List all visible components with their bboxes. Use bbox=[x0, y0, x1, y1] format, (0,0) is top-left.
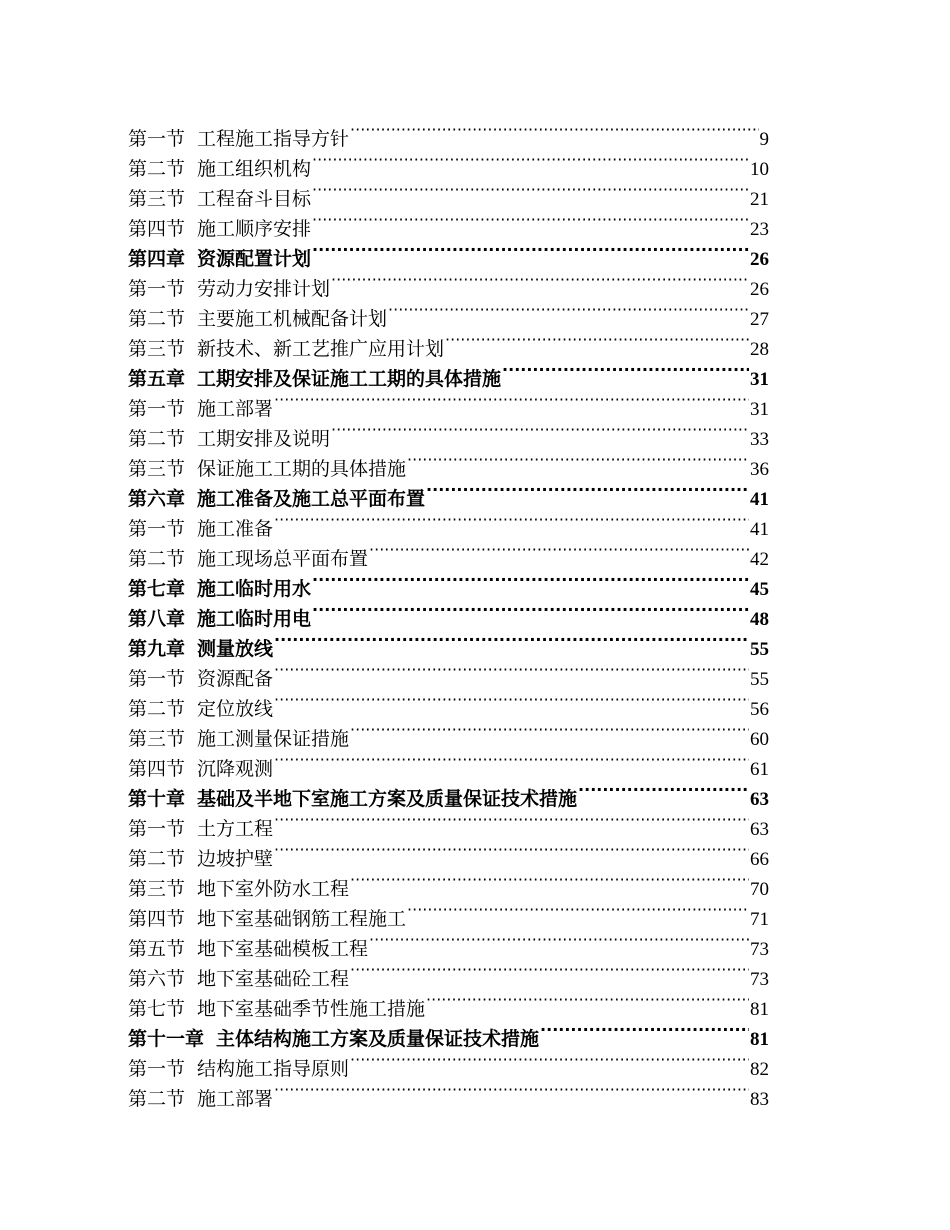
toc-page-number: 21 bbox=[750, 189, 769, 210]
toc-entry-number: 第六节 bbox=[128, 968, 186, 990]
toc-entry-title: 施工测量保证措施 bbox=[197, 728, 350, 750]
toc-page-number: 55 bbox=[750, 639, 769, 660]
toc-page-number: 55 bbox=[750, 669, 769, 690]
toc-entry-number: 第二节 bbox=[128, 1088, 186, 1110]
toc-entry-title: 基础及半地下室施工方案及质量保证技术措施 bbox=[197, 788, 578, 810]
toc-entry-number: 第三节 bbox=[128, 728, 186, 750]
toc-dot-leader bbox=[350, 955, 749, 985]
toc-dot-leader bbox=[502, 355, 749, 385]
toc-page-number: 28 bbox=[750, 339, 769, 360]
toc-entry-number: 第一节 bbox=[128, 518, 186, 540]
toc-entry-number: 第一节 bbox=[128, 398, 186, 420]
toc-page-number: 33 bbox=[750, 429, 769, 450]
toc-entry-title: 保证施工工期的具体措施 bbox=[197, 458, 407, 480]
toc-section-entry[interactable] bbox=[128, 115, 769, 150]
toc-entry-number: 第四章 bbox=[128, 248, 186, 270]
toc-entry-title: 施工部署 bbox=[197, 398, 274, 420]
toc-dot-leader bbox=[274, 505, 749, 535]
toc-entry-title: 施工准备 bbox=[197, 518, 274, 540]
toc-entry-label bbox=[128, 874, 349, 904]
toc-entry-number: 第三节 bbox=[128, 188, 186, 210]
toc-entry-label bbox=[128, 964, 349, 994]
toc-entry-title: 施工部署 bbox=[197, 1088, 274, 1110]
toc-dot-leader bbox=[274, 745, 749, 775]
toc-dot-leader bbox=[350, 865, 749, 895]
toc-entry-title: 结构施工指导原则 bbox=[197, 1058, 350, 1080]
toc-entry-number: 第三节 bbox=[128, 878, 186, 900]
toc-dot-leader bbox=[312, 235, 749, 265]
toc-entry-label bbox=[128, 754, 273, 784]
toc-dot-leader bbox=[388, 295, 749, 325]
toc-page-number: 26 bbox=[750, 279, 769, 300]
toc-dot-leader bbox=[312, 205, 749, 235]
toc-entry-title: 施工临时用水 bbox=[197, 578, 312, 600]
toc-entry-label bbox=[128, 424, 330, 454]
toc-entry-title: 施工临时用电 bbox=[197, 608, 312, 630]
toc-page-number: 9 bbox=[759, 129, 769, 150]
toc-page-number: 31 bbox=[750, 369, 769, 390]
toc-dot-leader bbox=[369, 535, 749, 565]
toc-page-number: 81 bbox=[750, 1029, 769, 1050]
toc-page-number: 63 bbox=[750, 789, 769, 810]
toc-dot-leader bbox=[274, 385, 749, 415]
toc-entry-title: 沉降观测 bbox=[197, 758, 274, 780]
toc-entry-title: 资源配置计划 bbox=[197, 248, 312, 270]
toc-entry-label bbox=[128, 244, 311, 274]
toc-dot-leader bbox=[274, 1075, 749, 1105]
toc-entry-label bbox=[128, 904, 406, 934]
toc-entry-title: 地下室基础模板工程 bbox=[197, 938, 369, 960]
toc-entry-number: 第四节 bbox=[128, 758, 186, 780]
toc-entry-number: 第七节 bbox=[128, 998, 186, 1020]
toc-entry-number: 第一节 bbox=[128, 128, 186, 150]
toc-page-number: 83 bbox=[750, 1089, 769, 1110]
toc-entry-title: 资源配备 bbox=[197, 668, 274, 690]
toc-dot-leader bbox=[331, 265, 749, 295]
toc-dot-leader bbox=[350, 1045, 749, 1075]
toc-entry-title: 主要施工机械配备计划 bbox=[197, 308, 388, 330]
toc-page-number: 61 bbox=[750, 759, 769, 780]
toc-dot-leader bbox=[540, 1015, 749, 1045]
toc-entry-title: 地下室基础砼工程 bbox=[197, 968, 350, 990]
toc-entry-title: 边坡护壁 bbox=[197, 848, 274, 870]
toc-page-number: 31 bbox=[750, 399, 769, 420]
toc-entry-title: 新技术、新工艺推广应用计划 bbox=[197, 338, 445, 360]
toc-dot-leader bbox=[312, 175, 749, 205]
toc-page-number: 41 bbox=[750, 489, 769, 510]
toc-page-number: 42 bbox=[750, 549, 769, 570]
toc-entry-label bbox=[128, 214, 311, 244]
toc-dot-leader bbox=[407, 895, 749, 925]
toc-page-number: 27 bbox=[750, 309, 769, 330]
toc-entry-number: 第一节 bbox=[128, 278, 186, 300]
toc-entry-number: 第二节 bbox=[128, 548, 186, 570]
toc-entry-title: 施工顺序安排 bbox=[197, 218, 312, 240]
toc-entry-number: 第五节 bbox=[128, 938, 186, 960]
toc-dot-leader bbox=[312, 565, 749, 595]
toc-dot-leader bbox=[369, 925, 749, 955]
toc-entry-label bbox=[128, 514, 273, 544]
toc-entry-number: 第一节 bbox=[128, 1058, 186, 1080]
toc-entry-label bbox=[128, 154, 311, 184]
toc-entry-title: 工程奋斗目标 bbox=[197, 188, 312, 210]
toc-entry-label bbox=[128, 694, 273, 724]
toc-dot-leader bbox=[426, 985, 749, 1015]
toc-entry-number: 第二节 bbox=[128, 428, 186, 450]
toc-entry-number: 第二节 bbox=[128, 158, 186, 180]
toc-entry-number: 第八章 bbox=[128, 608, 186, 630]
toc-entry-title: 施工准备及施工总平面布置 bbox=[197, 488, 426, 510]
toc-dot-leader bbox=[274, 805, 749, 835]
toc-entry-number: 第十一章 bbox=[128, 1028, 205, 1050]
toc-entry-label bbox=[128, 814, 273, 844]
toc-entry-title: 地下室基础钢筋工程施工 bbox=[197, 908, 407, 930]
toc-entry-number: 第二节 bbox=[128, 848, 186, 870]
toc-entry-label bbox=[128, 934, 368, 964]
toc-entry-label bbox=[128, 184, 311, 214]
toc-entry-label bbox=[128, 844, 273, 874]
toc-page-number: 45 bbox=[750, 579, 769, 600]
toc-entry-title: 工期安排及保证施工工期的具体措施 bbox=[197, 368, 502, 390]
toc-entry-label bbox=[128, 634, 273, 664]
toc-entry-number: 第六章 bbox=[128, 488, 186, 510]
toc-dot-leader bbox=[578, 775, 749, 805]
toc-entry-number: 第三节 bbox=[128, 458, 186, 480]
toc-entry-title: 地下室外防水工程 bbox=[197, 878, 350, 900]
toc-page-number: 60 bbox=[750, 729, 769, 750]
toc-entry-number: 第五章 bbox=[128, 368, 186, 390]
toc-entry-title: 地下室基础季节性施工措施 bbox=[197, 998, 426, 1020]
toc-page-number: 48 bbox=[750, 609, 769, 630]
toc-dot-leader bbox=[274, 655, 749, 685]
toc-entry-label bbox=[128, 304, 387, 334]
toc-entry-number: 第四节 bbox=[128, 218, 186, 240]
toc-dot-leader bbox=[312, 595, 749, 625]
toc-page-number: 82 bbox=[750, 1059, 769, 1080]
toc-dot-leader bbox=[274, 625, 749, 655]
toc-page-number: 66 bbox=[750, 849, 769, 870]
toc-entry-label bbox=[128, 454, 406, 484]
toc-entry-number: 第二节 bbox=[128, 698, 186, 720]
toc-dot-leader bbox=[445, 325, 749, 355]
toc-entry-label bbox=[128, 664, 273, 694]
toc-page-number: 23 bbox=[750, 219, 769, 240]
toc-entry-title: 工程施工指导方针 bbox=[197, 128, 350, 150]
toc-dot-leader bbox=[331, 415, 749, 445]
toc-page-number: 73 bbox=[750, 969, 769, 990]
toc-dot-leader bbox=[407, 445, 749, 475]
toc-entry-title: 劳动力安排计划 bbox=[197, 278, 331, 300]
toc-dot-leader bbox=[350, 115, 758, 145]
toc-page-number: 81 bbox=[750, 999, 769, 1020]
toc-entry-title: 工期安排及说明 bbox=[197, 428, 331, 450]
toc-entry-number: 第四节 bbox=[128, 908, 186, 930]
toc-entry-label bbox=[128, 394, 273, 424]
table-of-contents bbox=[128, 115, 769, 1110]
toc-page-number: 10 bbox=[750, 159, 769, 180]
toc-page-number: 70 bbox=[750, 879, 769, 900]
toc-entry-label bbox=[128, 334, 444, 364]
toc-dot-leader bbox=[274, 835, 749, 865]
toc-entry-title: 土方工程 bbox=[197, 818, 274, 840]
toc-page-number: 56 bbox=[750, 699, 769, 720]
toc-entry-number: 第三节 bbox=[128, 338, 186, 360]
toc-entry-label bbox=[128, 1084, 273, 1114]
toc-entry-title: 定位放线 bbox=[197, 698, 274, 720]
toc-page-number: 26 bbox=[750, 249, 769, 270]
toc-entry-title: 施工现场总平面布置 bbox=[197, 548, 369, 570]
toc-entry-number: 第二节 bbox=[128, 308, 186, 330]
toc-entry-number: 第一节 bbox=[128, 818, 186, 840]
toc-entry-title: 施工组织机构 bbox=[197, 158, 312, 180]
toc-entry-label bbox=[128, 994, 425, 1024]
toc-entry-number: 第九章 bbox=[128, 638, 186, 660]
toc-entry-title: 主体结构施工方案及质量保证技术措施 bbox=[216, 1028, 540, 1050]
toc-entry-number: 第一节 bbox=[128, 668, 186, 690]
toc-page-number: 73 bbox=[750, 939, 769, 960]
toc-dot-leader bbox=[312, 145, 749, 175]
toc-entry-label bbox=[128, 274, 330, 304]
toc-entry-number: 第十章 bbox=[128, 788, 186, 810]
toc-page-number: 41 bbox=[750, 519, 769, 540]
toc-page-number: 63 bbox=[750, 819, 769, 840]
toc-entry-title: 测量放线 bbox=[197, 638, 274, 660]
toc-dot-leader bbox=[350, 715, 749, 745]
toc-dot-leader bbox=[274, 685, 749, 715]
toc-entry-number: 第七章 bbox=[128, 578, 186, 600]
toc-page-number: 36 bbox=[750, 459, 769, 480]
toc-page-number: 71 bbox=[750, 909, 769, 930]
toc-entry-label bbox=[128, 574, 311, 604]
toc-dot-leader bbox=[426, 475, 749, 505]
